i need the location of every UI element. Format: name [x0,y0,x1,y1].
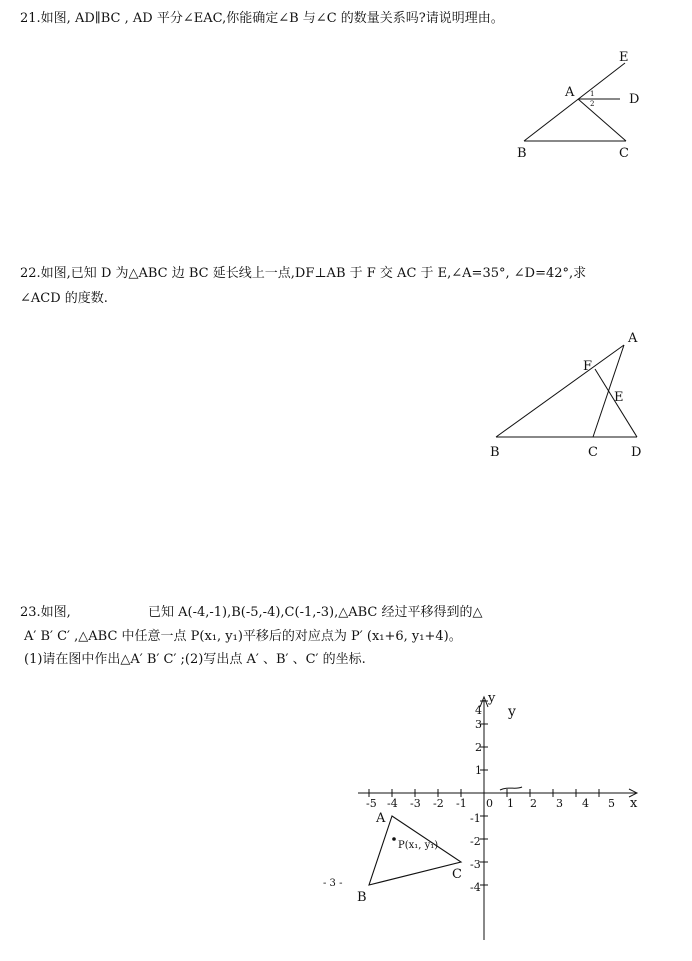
q23-x-arrow [629,789,637,797]
q21-label-e: E [619,50,629,65]
q23-x-label: x [630,796,638,811]
q22-line-df [595,369,637,437]
q21-line-ac [578,99,626,141]
q23-xtick: 4 [582,797,589,810]
q23-ytick: -3 [470,858,481,871]
q23-xtick: 3 [556,797,563,810]
q21-angle-1: 1 [590,90,595,98]
q23-line1-a: 23.如图, [20,605,71,620]
q23-ytick: 3 [475,718,482,731]
q21-label-d: D [629,92,640,107]
page-number: - 3 - [323,878,343,889]
q23-ytick: -1 [470,812,481,825]
q23-xtick: -5 [366,797,377,810]
q23-xtick: 5 [608,797,615,810]
q22-label-c: C [588,445,598,460]
q23-stray-mark [500,787,522,790]
q23-xtick: 1 [507,797,514,810]
q23-label-a: A [376,811,386,826]
q22-label-f: F [583,359,593,374]
q21-label-a: A [565,85,575,100]
q23-y-label: y [508,704,516,720]
q23-ytick: 1 [475,764,482,777]
q22-label-e: E [614,390,624,405]
q23-y-axis-arrow-label: y [488,691,496,706]
q22-line1: 22.如图,已知 D 为△ABC 边 BC 延长线上一点,DF⊥AB 于 F 交 AC 于 E,∠A=35°, ∠D=42°,求 [20,266,587,281]
q22-label-a: A [628,331,638,346]
q23-xtick: 0 [486,797,493,810]
q21-angle-2: 2 [590,100,595,108]
q23-ytick: -4 [470,881,481,894]
q23-triangle-abc [369,816,461,885]
q23-ytick: 2 [475,741,482,754]
q23-y-arrow [480,697,488,707]
q23-line3: (1)请在图中作出△A′ B′ C′ ;(2)写出点 A′ 、B′ 、C′ 的坐标. [24,652,366,667]
q23-point-p [392,837,396,841]
q22-label-d: D [631,445,642,460]
q21-label-c: C [619,146,629,161]
q23-xtick: -1 [456,797,467,810]
q23-xtick: -3 [410,797,421,810]
q23-xtick: -4 [387,797,398,810]
q23-label-b: B [357,890,367,905]
q23-ytick: -2 [470,835,481,848]
q22-line2: ∠ACD 的度数. [20,291,108,306]
q23-line2: A′ B′ C′ ,△ABC 中任意一点 P(x₁, y₁)平移后的对应点为 P′ (x₁+6, y₁+4)。 [24,629,462,644]
q21-text: 21.如图, AD∥BC , AD 平分∠EAC,你能确定∠B 与∠C 的数量关系吗?请说明理由。 [20,11,504,26]
q23-label-p: P(x₁, y₁) [398,840,439,851]
q23-label-c: C [452,867,462,882]
q23-xtick: -2 [433,797,444,810]
q21-label-b: B [517,146,527,161]
q22-line-ba [496,345,624,437]
q22-line-ac [593,345,624,437]
q23-xtick: 2 [530,797,537,810]
q23-line1-b: 已知 A(-4,-1),B(-5,-4),C(-1,-3),△ABC 经过平移得到的△ [148,605,483,620]
q21-line-be [524,63,625,141]
q22-label-b: B [490,445,500,460]
q23-ytick: 4 [475,704,482,717]
